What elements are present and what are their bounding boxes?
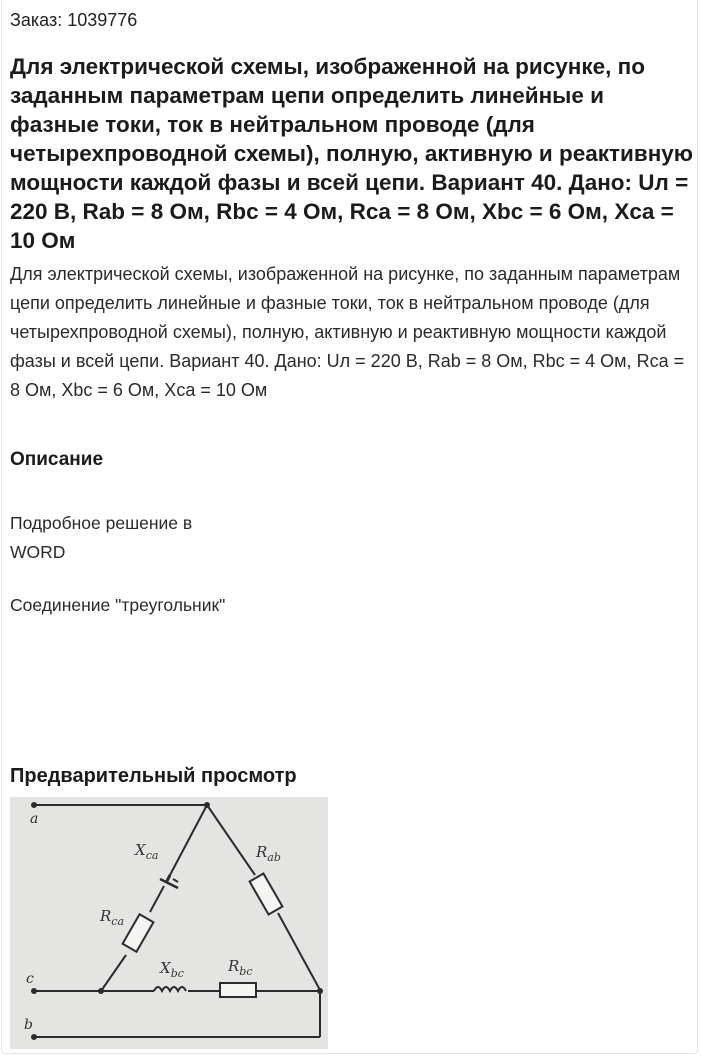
description-line-2: Соединение "треугольник" xyxy=(10,595,226,615)
order-number: Заказ: 1039776 xyxy=(10,10,138,30)
label-rab: $R_{ab}$ xyxy=(256,843,281,864)
label-xca: $X_{ca}$ xyxy=(135,841,159,862)
terminal-c xyxy=(31,988,37,994)
circuit-diagram xyxy=(10,797,328,1049)
label-a: a xyxy=(30,811,39,827)
description-heading: Описание xyxy=(10,449,104,470)
label-rbc: $R_{bc}$ xyxy=(228,957,253,978)
terminal-b xyxy=(31,1034,37,1040)
wire-left-bottom xyxy=(101,955,126,991)
label-b: b xyxy=(24,1017,33,1033)
label-rca: $R_{ca}$ xyxy=(100,907,125,928)
wire-left-top xyxy=(170,805,207,875)
task-title: Для электрической схемы, изображенной на рисунке, по заданным параметрам цепи определить линейные и фазные токи, ток в нейтральном проводе (для четырехпроводной схемы), полную, активную и реактивную мощности каждой фазы и всей цепи. Вариант 40. Дано: Uл = 220 В, Rab = 8 Ом, Rbc = 4 Ом, Rca = 8 Ом, Xbc = 6 Ом, Xca = 10 Ом xyxy=(10,54,694,253)
wire-left-mid xyxy=(150,886,164,912)
preview-heading: Предварительный просмотр xyxy=(10,765,297,787)
wire-right-top xyxy=(207,805,255,875)
resistor-rca xyxy=(123,914,154,951)
terminal-a xyxy=(31,802,37,808)
task-card xyxy=(1,0,698,1054)
inductor-xbc xyxy=(154,987,186,991)
label-c: c xyxy=(26,971,34,987)
label-xbc: $X_{bc}$ xyxy=(160,959,184,980)
resistor-rab xyxy=(250,874,283,915)
wire-right-bottom xyxy=(278,913,320,990)
task-text: Для электрической схемы, изображенной на рисунке, по заданным параметрам цепи определить линейные и фазные токи, ток в нейтральном проводе (для четырехпроводной схемы), полную, активную и реактивную мощности каждой фазы и всей цепи. Вариант 40. Дано: Uл = 220 В, Rab = 8 Ом, Rbc = 4 Ом, Rca = 8 Ом, Xbc = 6 Ом, Xca = 10 Ом xyxy=(10,264,685,400)
resistor-rbc xyxy=(220,983,256,997)
description-line-1: Подробное решение в WORD xyxy=(10,513,193,562)
preview-image[interactable] xyxy=(10,797,328,1049)
